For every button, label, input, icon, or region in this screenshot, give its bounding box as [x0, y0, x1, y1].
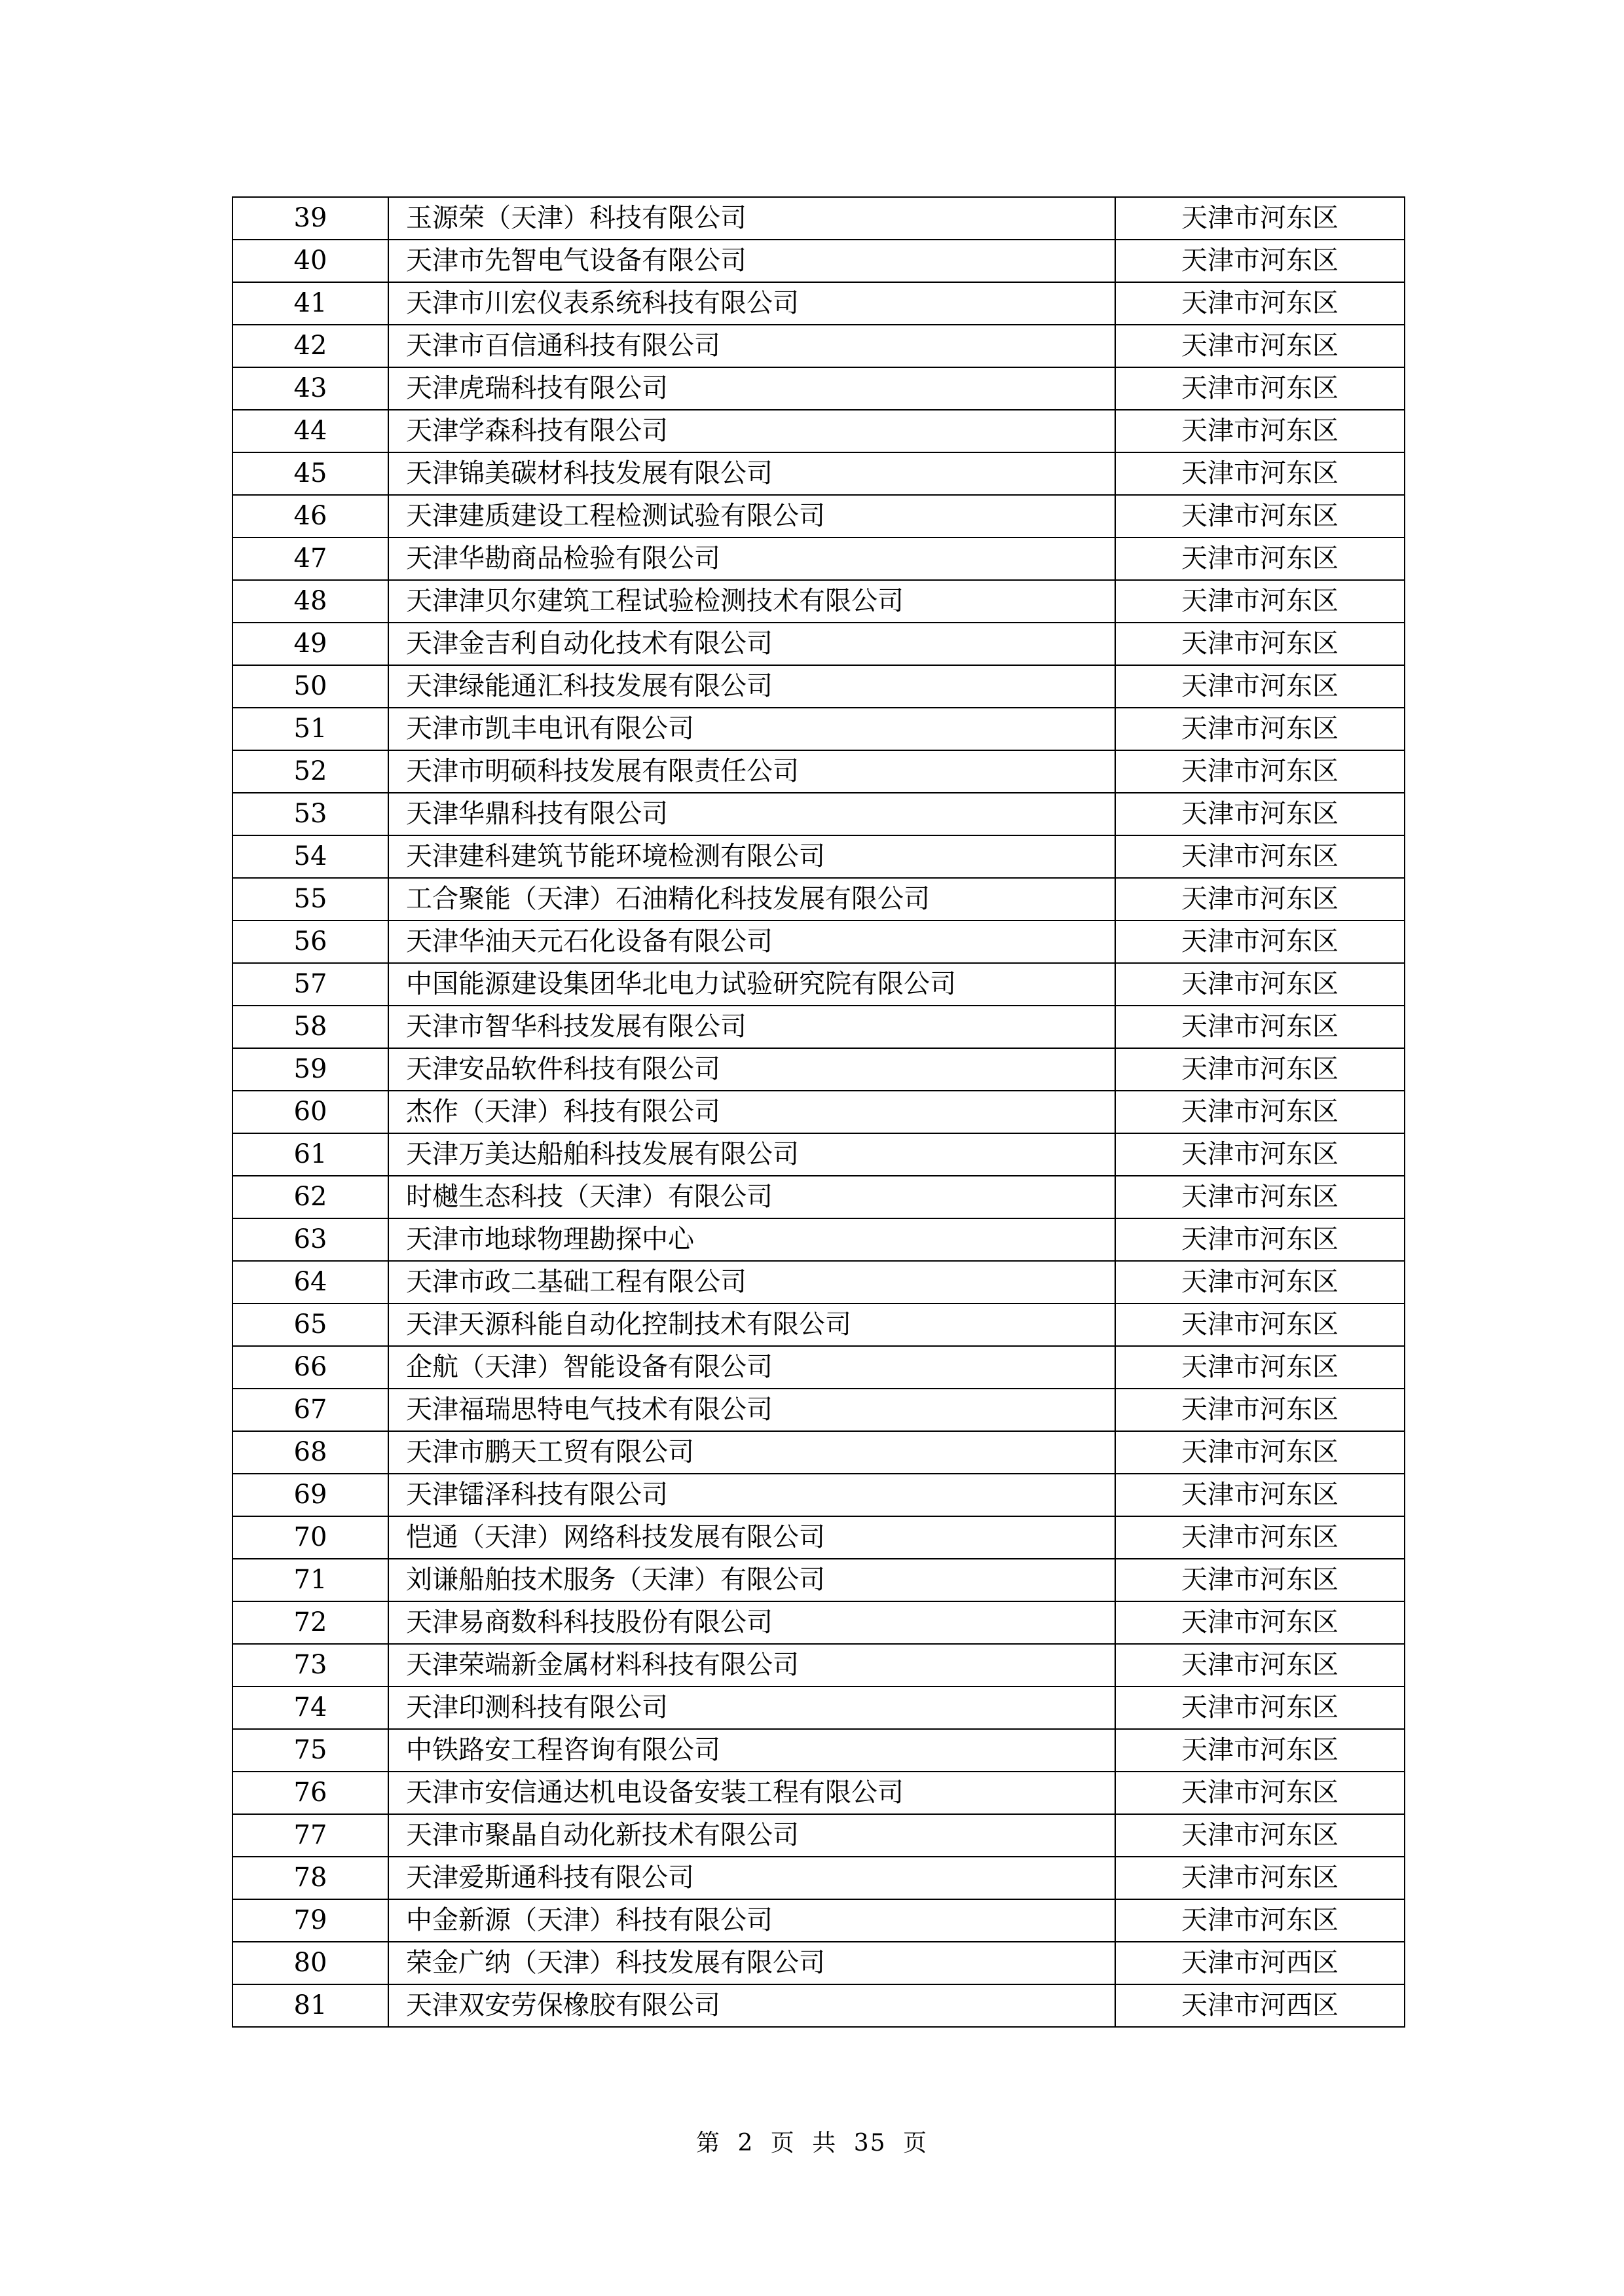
company-name-cell: 天津爱斯通科技有限公司 — [388, 1857, 1115, 1899]
row-number-cell: 47 — [232, 538, 388, 580]
company-name-cell: 中金新源（天津）科技有限公司 — [388, 1899, 1115, 1942]
table-row — [232, 282, 1405, 325]
table-row — [232, 920, 1405, 963]
row-number-cell: 43 — [232, 367, 388, 410]
district-cell: 天津市河东区 — [1115, 665, 1405, 708]
row-number-cell: 59 — [232, 1048, 388, 1091]
table-row — [232, 1559, 1405, 1601]
district-cell: 天津市河东区 — [1115, 1559, 1405, 1601]
company-name-cell: 天津学森科技有限公司 — [388, 410, 1115, 452]
district-cell: 天津市河西区 — [1115, 1942, 1405, 1984]
district-cell: 天津市河东区 — [1115, 538, 1405, 580]
row-number-cell: 61 — [232, 1133, 388, 1176]
district-cell: 天津市河东区 — [1115, 623, 1405, 665]
table-row — [232, 1474, 1405, 1516]
row-number-cell: 44 — [232, 410, 388, 452]
footer-total-word: 共 — [812, 2130, 838, 2157]
company-name-cell: 天津市百信通科技有限公司 — [388, 325, 1115, 367]
table-row — [232, 1389, 1405, 1431]
company-name-cell: 天津天源科能自动化控制技术有限公司 — [388, 1303, 1115, 1346]
company-name-cell: 天津建科建筑节能环境检测有限公司 — [388, 835, 1115, 878]
district-cell: 天津市河东区 — [1115, 1133, 1405, 1176]
district-cell: 天津市河东区 — [1115, 1048, 1405, 1091]
district-cell: 天津市河东区 — [1115, 240, 1405, 282]
company-name-cell: 天津易商数科科技股份有限公司 — [388, 1601, 1115, 1644]
district-cell: 天津市河东区 — [1115, 793, 1405, 835]
company-name-cell: 中铁路安工程咨询有限公司 — [388, 1729, 1115, 1772]
row-number-cell: 46 — [232, 495, 388, 538]
footer-prefix: 第 — [695, 2130, 721, 2157]
row-number-cell: 48 — [232, 580, 388, 623]
row-number-cell: 77 — [232, 1814, 388, 1857]
row-number-cell: 58 — [232, 1006, 388, 1048]
row-number-cell: 67 — [232, 1389, 388, 1431]
table-row — [232, 452, 1405, 495]
company-name-cell: 天津福瑞思特电气技术有限公司 — [388, 1389, 1115, 1431]
company-name-cell: 天津市安信通达机电设备安装工程有限公司 — [388, 1772, 1115, 1814]
footer-total-pages: 35 — [853, 2130, 887, 2157]
page-footer — [0, 2124, 1624, 2158]
company-name-cell: 天津锦美碳材科技发展有限公司 — [388, 452, 1115, 495]
company-name-cell: 天津津贝尔建筑工程试验检测技术有限公司 — [388, 580, 1115, 623]
row-number-cell: 40 — [232, 240, 388, 282]
district-cell: 天津市河东区 — [1115, 325, 1405, 367]
table-row — [232, 708, 1405, 750]
district-cell: 天津市河东区 — [1115, 1176, 1405, 1218]
district-cell: 天津市河东区 — [1115, 963, 1405, 1006]
company-name-cell: 天津金吉利自动化技术有限公司 — [388, 623, 1115, 665]
company-name-cell: 天津市智华科技发展有限公司 — [388, 1006, 1115, 1048]
company-name-cell: 天津市凯丰电讯有限公司 — [388, 708, 1115, 750]
company-name-cell: 天津虎瑞科技有限公司 — [388, 367, 1115, 410]
row-number-cell: 65 — [232, 1303, 388, 1346]
row-number-cell: 68 — [232, 1431, 388, 1474]
row-number-cell: 39 — [232, 197, 388, 240]
district-cell: 天津市河东区 — [1115, 1006, 1405, 1048]
table-row — [232, 1686, 1405, 1729]
district-cell: 天津市河东区 — [1115, 920, 1405, 963]
table-row — [232, 1899, 1405, 1942]
table-row — [232, 1091, 1405, 1133]
company-name-cell: 中国能源建设集团华北电力试验研究院有限公司 — [388, 963, 1115, 1006]
district-cell: 天津市河东区 — [1115, 1516, 1405, 1559]
district-cell: 天津市河东区 — [1115, 1218, 1405, 1261]
district-cell: 天津市河东区 — [1115, 1474, 1405, 1516]
row-number-cell: 49 — [232, 623, 388, 665]
row-number-cell: 74 — [232, 1686, 388, 1729]
table-row — [232, 623, 1405, 665]
table-row — [232, 1218, 1405, 1261]
table-row — [232, 410, 1405, 452]
row-number-cell: 51 — [232, 708, 388, 750]
company-name-cell: 刘谦船舶技术服务（天津）有限公司 — [388, 1559, 1115, 1601]
district-cell: 天津市河西区 — [1115, 1984, 1405, 2027]
district-cell: 天津市河东区 — [1115, 1346, 1405, 1389]
table-row — [232, 197, 1405, 240]
company-name-cell: 天津万美达船舶科技发展有限公司 — [388, 1133, 1115, 1176]
table-row — [232, 538, 1405, 580]
row-number-cell: 52 — [232, 750, 388, 793]
company-name-cell: 天津华勘商品检验有限公司 — [388, 538, 1115, 580]
district-cell: 天津市河东区 — [1115, 1644, 1405, 1686]
row-number-cell: 60 — [232, 1091, 388, 1133]
row-number-cell: 45 — [232, 452, 388, 495]
district-cell: 天津市河东区 — [1115, 1601, 1405, 1644]
row-number-cell: 50 — [232, 665, 388, 708]
row-number-cell: 72 — [232, 1601, 388, 1644]
company-table-body — [232, 197, 1405, 2027]
table-row — [232, 1303, 1405, 1346]
district-cell: 天津市河东区 — [1115, 197, 1405, 240]
company-name-cell: 恺通（天津）网络科技发展有限公司 — [388, 1516, 1115, 1559]
row-number-cell: 64 — [232, 1261, 388, 1303]
table-row — [232, 793, 1405, 835]
district-cell: 天津市河东区 — [1115, 1303, 1405, 1346]
row-number-cell: 56 — [232, 920, 388, 963]
district-cell: 天津市河东区 — [1115, 1857, 1405, 1899]
table-row — [232, 878, 1405, 920]
table-row — [232, 325, 1405, 367]
district-cell: 天津市河东区 — [1115, 367, 1405, 410]
row-number-cell: 80 — [232, 1942, 388, 1984]
company-name-cell: 天津安品软件科技有限公司 — [388, 1048, 1115, 1091]
table-row — [232, 495, 1405, 538]
table-row — [232, 1431, 1405, 1474]
district-cell: 天津市河东区 — [1115, 1899, 1405, 1942]
table-row — [232, 1346, 1405, 1389]
company-name-cell: 时樾生态科技（天津）有限公司 — [388, 1176, 1115, 1218]
row-number-cell: 73 — [232, 1644, 388, 1686]
district-cell: 天津市河东区 — [1115, 1686, 1405, 1729]
company-name-cell: 天津市鹏天工贸有限公司 — [388, 1431, 1115, 1474]
district-cell: 天津市河东区 — [1115, 750, 1405, 793]
row-number-cell: 53 — [232, 793, 388, 835]
district-cell: 天津市河东区 — [1115, 495, 1405, 538]
company-name-cell: 天津市明硕科技发展有限责任公司 — [388, 750, 1115, 793]
row-number-cell: 66 — [232, 1346, 388, 1389]
row-number-cell: 71 — [232, 1559, 388, 1601]
footer-suffix: 页 — [903, 2130, 929, 2157]
row-number-cell: 81 — [232, 1984, 388, 2027]
table-row — [232, 1772, 1405, 1814]
company-name-cell: 天津市聚晶自动化新技术有限公司 — [388, 1814, 1115, 1857]
row-number-cell: 78 — [232, 1857, 388, 1899]
table-row — [232, 1133, 1405, 1176]
company-name-cell: 天津建质建设工程检测试验有限公司 — [388, 495, 1115, 538]
company-name-cell: 天津双安劳保橡胶有限公司 — [388, 1984, 1115, 2027]
district-cell: 天津市河东区 — [1115, 1729, 1405, 1772]
row-number-cell: 42 — [232, 325, 388, 367]
table-row — [232, 240, 1405, 282]
table-row — [232, 963, 1405, 1006]
table-row — [232, 1006, 1405, 1048]
footer-page-word: 页 — [770, 2130, 796, 2157]
table-row — [232, 1644, 1405, 1686]
table-row — [232, 1048, 1405, 1091]
table-row — [232, 1942, 1405, 1984]
table-row — [232, 1814, 1405, 1857]
table-row — [232, 1984, 1405, 2027]
table-row — [232, 1516, 1405, 1559]
table-row — [232, 1601, 1405, 1644]
row-number-cell: 57 — [232, 963, 388, 1006]
company-name-cell: 天津市先智电气设备有限公司 — [388, 240, 1115, 282]
table-row — [232, 367, 1405, 410]
district-cell: 天津市河东区 — [1115, 708, 1405, 750]
company-name-cell: 工合聚能（天津）石油精化科技发展有限公司 — [388, 878, 1115, 920]
company-name-cell: 天津镭泽科技有限公司 — [388, 1474, 1115, 1516]
company-name-cell: 天津市川宏仪表系统科技有限公司 — [388, 282, 1115, 325]
table-row — [232, 580, 1405, 623]
company-name-cell: 玉源荣（天津）科技有限公司 — [388, 197, 1115, 240]
row-number-cell: 62 — [232, 1176, 388, 1218]
district-cell: 天津市河东区 — [1115, 282, 1405, 325]
row-number-cell: 69 — [232, 1474, 388, 1516]
table-row — [232, 1857, 1405, 1899]
company-name-cell: 企航（天津）智能设备有限公司 — [388, 1346, 1115, 1389]
footer-page-number: 2 — [737, 2130, 754, 2157]
table-row — [232, 835, 1405, 878]
table-row — [232, 1176, 1405, 1218]
district-cell: 天津市河东区 — [1115, 410, 1405, 452]
company-name-cell: 杰作（天津）科技有限公司 — [388, 1091, 1115, 1133]
row-number-cell: 76 — [232, 1772, 388, 1814]
row-number-cell: 70 — [232, 1516, 388, 1559]
company-name-cell: 天津华油天元石化设备有限公司 — [388, 920, 1115, 963]
row-number-cell: 79 — [232, 1899, 388, 1942]
company-name-cell: 天津荣端新金属材料科技有限公司 — [388, 1644, 1115, 1686]
district-cell: 天津市河东区 — [1115, 580, 1405, 623]
district-cell: 天津市河东区 — [1115, 878, 1405, 920]
district-cell: 天津市河东区 — [1115, 1389, 1405, 1431]
company-name-cell: 天津印测科技有限公司 — [388, 1686, 1115, 1729]
district-cell: 天津市河东区 — [1115, 1814, 1405, 1857]
company-table — [232, 196, 1405, 2028]
row-number-cell: 41 — [232, 282, 388, 325]
company-name-cell: 天津市政二基础工程有限公司 — [388, 1261, 1115, 1303]
company-name-cell: 荣金广纳（天津）科技发展有限公司 — [388, 1942, 1115, 1984]
company-name-cell: 天津华鼎科技有限公司 — [388, 793, 1115, 835]
table-row — [232, 1261, 1405, 1303]
district-cell: 天津市河东区 — [1115, 452, 1405, 495]
table-row — [232, 1729, 1405, 1772]
company-name-cell: 天津市地球物理勘探中心 — [388, 1218, 1115, 1261]
row-number-cell: 55 — [232, 878, 388, 920]
table-row — [232, 750, 1405, 793]
row-number-cell: 63 — [232, 1218, 388, 1261]
district-cell: 天津市河东区 — [1115, 1772, 1405, 1814]
district-cell: 天津市河东区 — [1115, 1431, 1405, 1474]
district-cell: 天津市河东区 — [1115, 1091, 1405, 1133]
row-number-cell: 54 — [232, 835, 388, 878]
district-cell: 天津市河东区 — [1115, 835, 1405, 878]
district-cell: 天津市河东区 — [1115, 1261, 1405, 1303]
row-number-cell: 75 — [232, 1729, 388, 1772]
table-row — [232, 665, 1405, 708]
company-name-cell: 天津绿能通汇科技发展有限公司 — [388, 665, 1115, 708]
